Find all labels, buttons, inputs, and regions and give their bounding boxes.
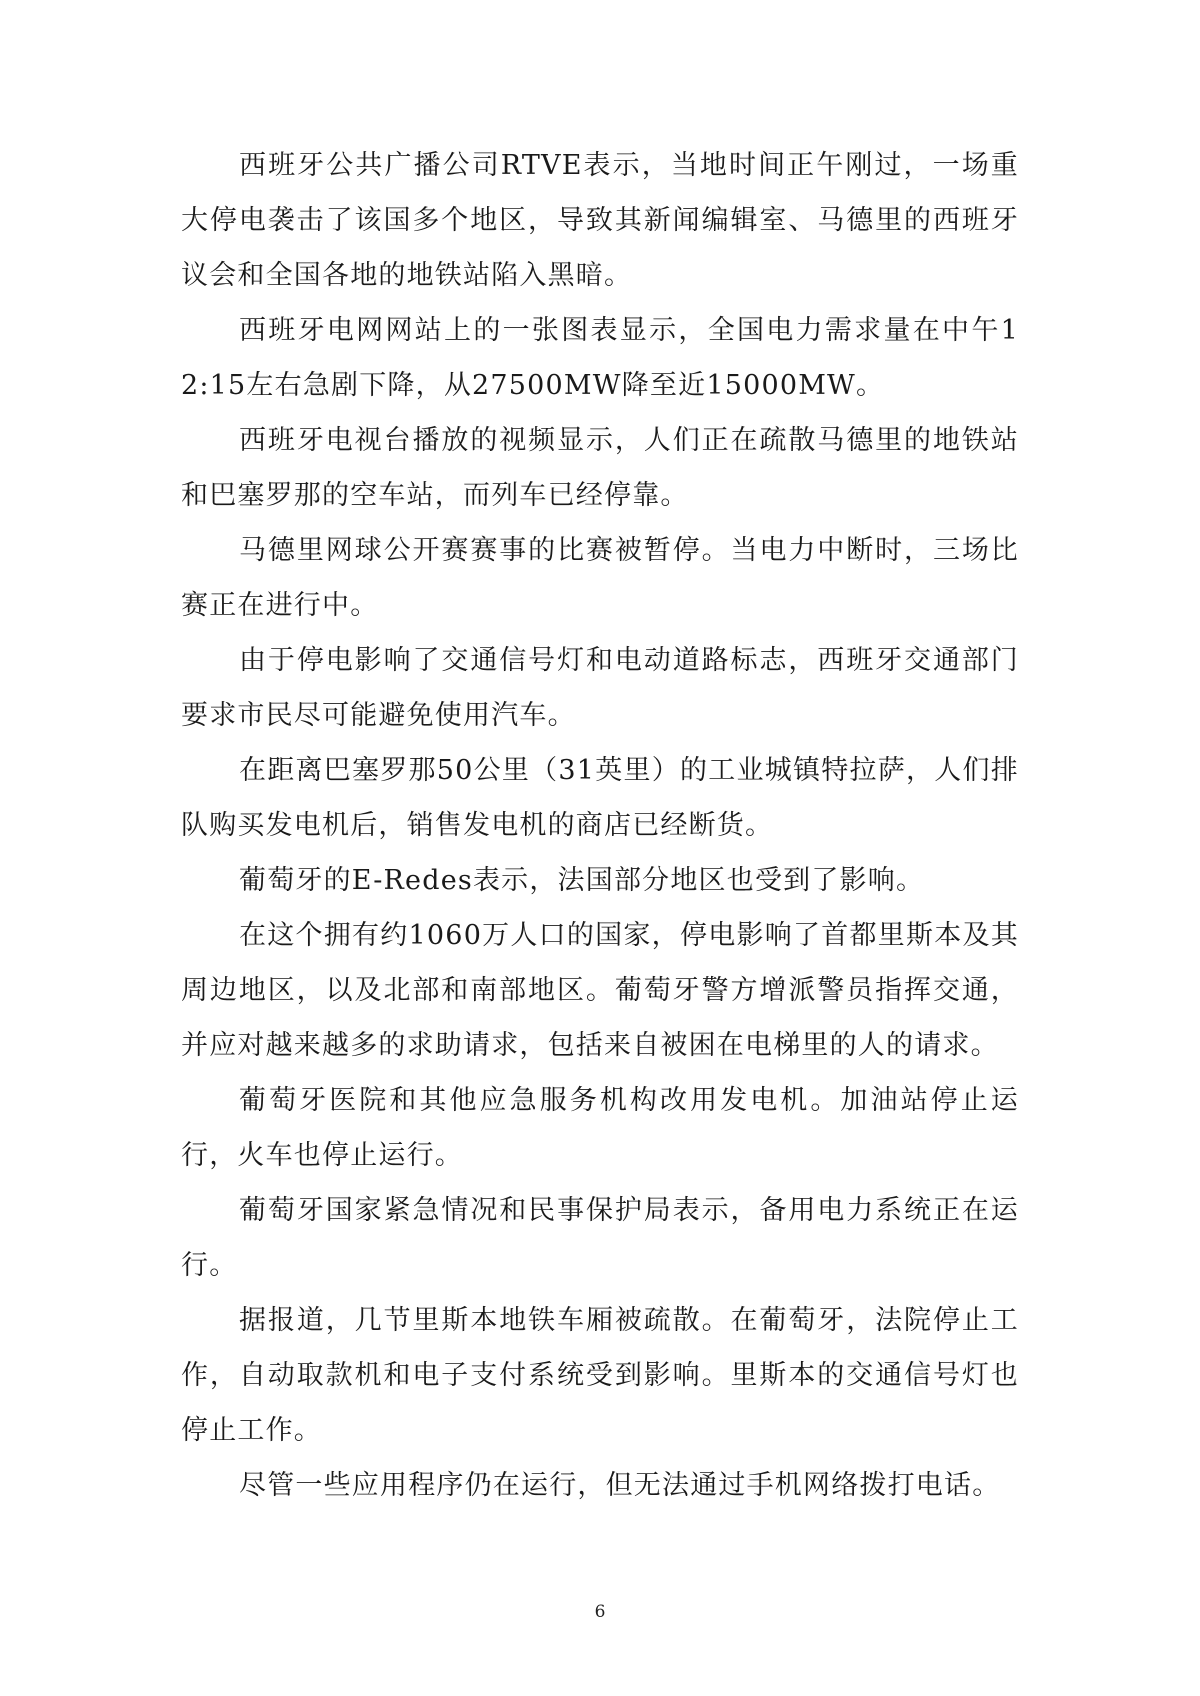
paragraph: 葡萄牙医院和其他应急服务机构改用发电机。加油站停止运行，火车也停止运行。 <box>181 1085 1019 1171</box>
paragraph: 西班牙电网网站上的一张图表显示，全国电力需求量在中午12:15左右急剧下降，从27500MW降至近15000MW。 <box>181 315 1019 401</box>
page-number: 6 <box>594 1602 606 1622</box>
paragraph: 马德里网球公开赛赛事的比赛被暂停。当电力中断时，三场比赛正在进行中。 <box>181 535 1019 621</box>
paragraph: 西班牙公共广播公司RTVE表示，当地时间正午刚过，一场重大停电袭击了该国多个地区，导致其新闻编辑室、马德里的西班牙议会和全国各地的地铁站陷入黑暗。 <box>181 150 1019 291</box>
paragraph: 据报道，几节里斯本地铁车厢被疏散。在葡萄牙，法院停止工作，自动取款机和电子支付系统受到影响。里斯本的交通信号灯也停止工作。 <box>181 1305 1019 1446</box>
paragraph: 在距离巴塞罗那50公里（31英里）的工业城镇特拉萨，人们排队购买发电机后，销售发电机的商店已经断货。 <box>181 755 1019 841</box>
paragraph: 西班牙电视台播放的视频显示，人们正在疏散马德里的地铁站和巴塞罗那的空车站，而列车已经停靠。 <box>181 425 1019 511</box>
document-body <box>181 138 1019 1513</box>
paragraph: 由于停电影响了交通信号灯和电动道路标志，西班牙交通部门要求市民尽可能避免使用汽车。 <box>181 645 1019 731</box>
paragraph: 尽管一些应用程序仍在运行，但无法通过手机网络拨打电话。 <box>239 1470 1001 1501</box>
paragraph: 葡萄牙的E-Redes表示，法国部分地区也受到了影响。 <box>239 865 925 896</box>
paragraph: 在这个拥有约1060万人口的国家，停电影响了首都里斯本及其周边地区，以及北部和南部地区。葡萄牙警方增派警员指挥交通，并应对越来越多的求助请求，包括来自被困在电梯里的人的请求。 <box>181 920 1019 1061</box>
paragraph: 葡萄牙国家紧急情况和民事保护局表示，备用电力系统正在运行。 <box>181 1195 1019 1281</box>
